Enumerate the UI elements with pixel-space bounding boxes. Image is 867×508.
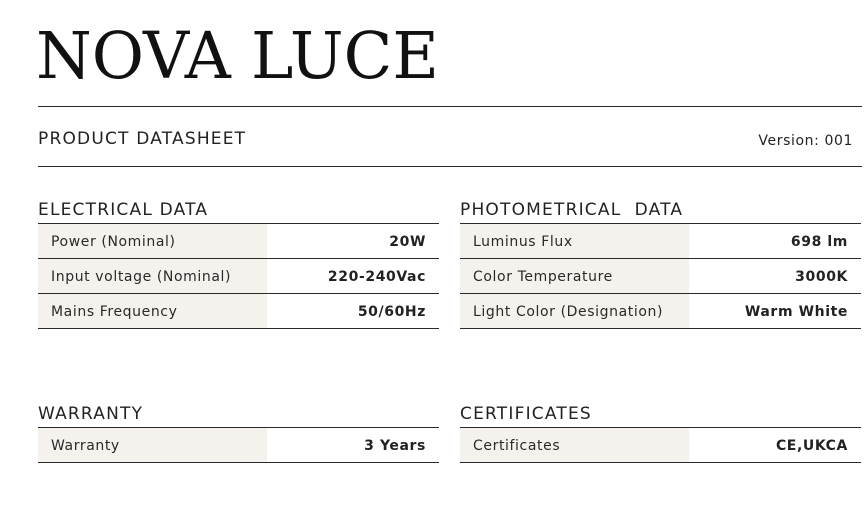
row-value: 3000K — [795, 269, 848, 285]
row-value: 220-240Vac — [327, 269, 426, 285]
row-label: Input voltage (Nominal) — [38, 259, 267, 293]
table-row — [460, 224, 861, 259]
header-top-rule — [38, 106, 862, 107]
row-value: 698 lm — [790, 234, 848, 250]
electrical-data-section — [38, 197, 439, 329]
row-value: CE,UKCA — [775, 438, 848, 454]
table-row — [38, 224, 439, 259]
warranty-section — [38, 401, 439, 463]
row-label: Mains Frequency — [38, 294, 267, 328]
row-value: 3 Years — [364, 438, 426, 454]
row-label: Power (Nominal) — [38, 224, 267, 258]
row-value: 20W — [389, 234, 426, 250]
row-label: Warranty — [38, 428, 267, 462]
section-title: ELECTRICAL DATA — [38, 197, 439, 224]
header-bottom-rule — [38, 166, 862, 167]
logo-wordmark: NOVA LUCE — [36, 22, 439, 84]
table-row — [460, 428, 861, 463]
photometrical-data-section — [460, 197, 861, 329]
row-label: Luminus Flux — [460, 224, 689, 258]
row-label: Color Temperature — [460, 259, 689, 293]
table-row — [38, 259, 439, 294]
table-row — [460, 294, 861, 329]
row-label: Certificates — [460, 428, 689, 462]
version-info — [758, 133, 853, 149]
table-row — [38, 294, 439, 329]
section-title: PHOTOMETRICAL DATA — [460, 197, 861, 224]
version-label: Version: — [758, 133, 820, 149]
row-value: 50/60Hz — [357, 304, 426, 320]
version-value: 001 — [824, 133, 853, 149]
table-row — [460, 259, 861, 294]
section-title: CERTIFICATES — [460, 401, 861, 428]
section-title: WARRANTY — [38, 401, 439, 428]
table-row — [38, 428, 439, 463]
nova-luce-logo — [36, 22, 446, 84]
row-value: Warm White — [744, 304, 848, 320]
page-title: PRODUCT DATASHEET — [38, 129, 247, 149]
row-label: Light Color (Designation) — [460, 294, 689, 328]
certificates-section — [460, 401, 861, 463]
